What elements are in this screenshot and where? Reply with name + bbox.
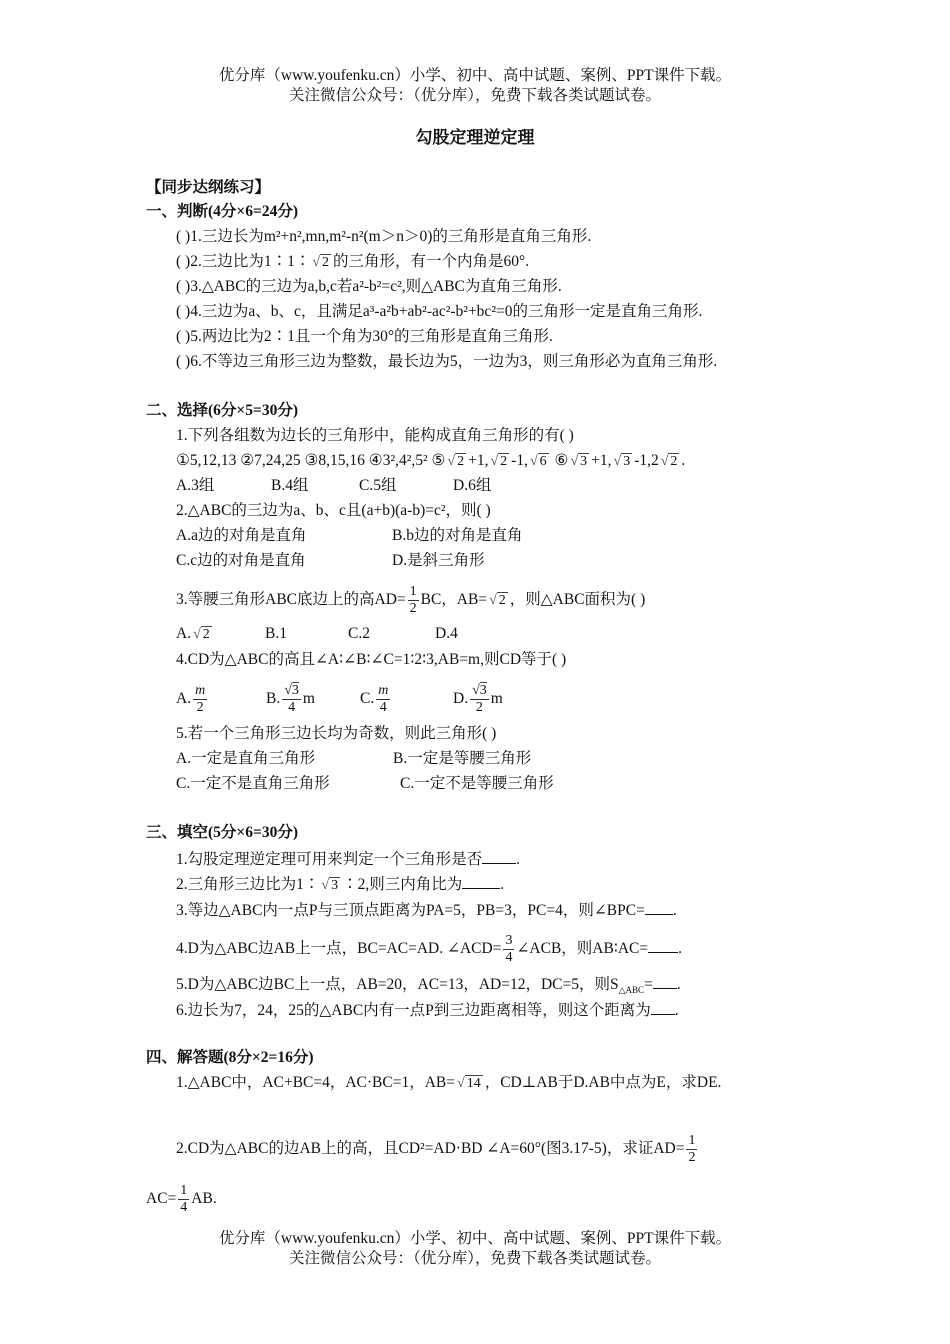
s2-question-2: 2.△ABC的三边为a、b、c且(a+b)(a-b)=c²，则( ) [176, 502, 491, 519]
option-c [360, 683, 453, 716]
s3-question-2 [176, 873, 504, 896]
s2-q3-text: 3.等腰三角形ABC底边上的高AD= [176, 591, 406, 609]
s3-question-1 [176, 848, 520, 870]
option-c: C.c边的对角是直角 [176, 552, 306, 569]
option-d: D.4 [435, 625, 458, 643]
s1-question-2 [176, 252, 529, 273]
s2-question-5: 5.若一个三角形三边长均为奇数，则此三角形( ) [176, 725, 497, 742]
area-subscript: △ABC [618, 985, 645, 996]
s2-q1-text: +1, [591, 452, 612, 470]
denominator: 2 [475, 700, 483, 715]
numerator [470, 683, 489, 700]
denominator: 4 [288, 700, 296, 715]
numerator: 3 [505, 933, 513, 948]
radical-sign: √ [660, 454, 669, 469]
numerator [282, 683, 301, 700]
s3-question-6 [176, 999, 679, 1021]
s1-q2-text-a: ( )2.三边比为1∶1∶ [176, 253, 311, 271]
answer-blank[interactable] [462, 873, 500, 889]
s4-q1-text: 1.△ABC中，AC+BC=4，AC·BC=1，AB= [176, 1074, 455, 1092]
s3-q2-text: ∶2,则三内角比为 [342, 876, 463, 893]
radicand: 3 [580, 454, 588, 469]
fraction-m-over-2 [193, 683, 207, 716]
radical-sign: √ [321, 877, 330, 893]
s4-question-1 [176, 1073, 721, 1094]
numerator: 1 [180, 1183, 188, 1198]
option-d-label: D. [453, 690, 469, 708]
s1-question-1: ( )1.三边长为m²+n²,mn,m²-n²(m＞n＞0)的三角形是直角三角形. [176, 228, 592, 245]
s1-question-4: ( )4.三边为a、b、c，且满足a³-a²b+ab²-ac²-b²+bc²=0的三角形一定是直角三角形. [176, 303, 703, 320]
sqrt-14-symbol [457, 1073, 483, 1094]
s3-q1-text: 1.勾股定理逆定理可用来判定一个三角形是否 [176, 851, 483, 868]
s4-q2-text: AB. [191, 1190, 217, 1208]
radicand: 3 [623, 454, 631, 469]
denominator: 4 [180, 1200, 188, 1215]
s3-question-5 [176, 973, 681, 995]
s2-q4-options [176, 683, 503, 716]
section-4-heading: 四、解答题(8分×2=16分) [146, 1049, 314, 1066]
option-a: A.3组 [176, 477, 215, 494]
s1-question-3: ( )3.△ABC的三边为a,b,c若a²-b²=c²,则△ABC为直角三角形. [176, 278, 562, 295]
s2-q1-text: -1, [511, 452, 528, 470]
sqrt-2-symbol [312, 252, 331, 273]
s4-question-2-continued [146, 1183, 217, 1216]
fraction-three-quarters [503, 933, 514, 966]
option-d: D.是斜三角形 [392, 552, 485, 569]
s3-question-4 [176, 933, 682, 966]
option-d [453, 683, 503, 715]
s3-q4-text: ∠ACB，则AB∶AC= [516, 940, 649, 958]
numerator: 1 [688, 1133, 696, 1148]
option-b: B.一定是等腰三角形 [393, 750, 532, 767]
option-a: A.一定是直角三角形 [176, 750, 316, 767]
denominator: 2 [196, 700, 204, 715]
answer-blank[interactable] [651, 999, 675, 1015]
option-c: C.5组 [359, 477, 397, 494]
s1-q2-text-b: 的三角形，有一个内角是60°. [333, 253, 530, 271]
option-a-label: A. [176, 690, 192, 708]
option-b-label: B. [266, 690, 281, 708]
header-line-1: 优分库（www.youfenku.cn）小学、初中、高中试题、案例、PPT课件下载。 [218, 67, 732, 84]
denominator: 4 [505, 950, 513, 965]
sqrt-3-symbol [321, 875, 340, 896]
radical-sign: √ [312, 255, 321, 270]
practice-heading: 【同步达纲练习】 [146, 179, 271, 196]
section-3-heading: 三、填空(5分×6=30分) [146, 824, 298, 841]
s2-q1-text: ⑥ [554, 452, 569, 470]
radicand: 6 [539, 454, 547, 469]
sqrt-2-symbol [661, 451, 680, 472]
s2-q1-groups-text: ①5,12,13 ②7,24,25 ③8,15,16 ④3²,4²,5² ⑤ [176, 452, 446, 470]
s2-q1-text: +1, [468, 452, 489, 470]
end-dot: . [516, 851, 521, 868]
radical-sign: √ [489, 593, 497, 608]
s2-q1-text: -1,2 [634, 452, 659, 470]
section-1-heading: 一、判断(4分×6=24分) [146, 203, 298, 220]
sqrt-3-symbol [614, 451, 633, 472]
s4-q2-text: 2.CD为△ABC的边AB上的高，且CD²=AD·BD ∠A=60°(图3.17-5)，求证AD= [176, 1140, 685, 1158]
sqrt-2-symbol [489, 590, 508, 611]
s4-q2-text: AC= [146, 1190, 177, 1208]
option-c: C.一定不是直角三角形 [176, 775, 330, 792]
radical-sign: √ [472, 683, 480, 698]
s4-question-2 [176, 1133, 699, 1166]
answer-blank[interactable] [482, 848, 516, 864]
option-b: B.b边的对角是直角 [392, 527, 523, 544]
option-d: C.一定不是等腰三角形 [400, 775, 554, 792]
option-a-label: A. [176, 625, 192, 643]
s2-q3-options [176, 624, 458, 645]
fraction-one-half [686, 1133, 697, 1166]
fraction-sqrt3-over-2 [470, 683, 489, 716]
s4-q1-text: ，CD⊥AB于D.AB中点为E，求DE. [484, 1074, 722, 1092]
option-a [176, 624, 265, 645]
answer-blank[interactable] [648, 937, 678, 953]
option-d: D.6组 [453, 477, 492, 494]
radicand: 2 [457, 454, 465, 469]
s2-q5-options-row-1 [176, 749, 531, 769]
radicand: 3 [291, 683, 299, 698]
radical-sign: √ [529, 454, 538, 469]
radicand: 3 [331, 877, 339, 893]
footer-line-1: 优分库（www.youfenku.cn）小学、初中、高中试题、案例、PPT课件下载。 [218, 1230, 732, 1247]
option-c-label: C. [360, 690, 375, 708]
s2-q2-options-row-1 [176, 526, 522, 546]
s3-q5-text: = [644, 976, 653, 993]
sqrt-2-symbol [193, 624, 212, 645]
fraction-m-over-4 [376, 683, 390, 716]
numerator: m [378, 683, 389, 698]
s1-question-6: ( )6.不等边三角形三边为整数，最长边为5，一边为3，则三角形必为直角三角形. [176, 353, 718, 370]
fraction-one-quarter [178, 1183, 189, 1216]
radicand: 2 [670, 454, 678, 469]
radicand: 3 [479, 683, 487, 698]
end-dot: . [500, 876, 505, 893]
section-2-heading: 二、选择(6分×5=30分) [146, 402, 298, 419]
sqrt-3-symbol [570, 451, 589, 472]
radicand: 2 [500, 454, 508, 469]
radical-sign: √ [490, 454, 499, 469]
end-dot: . [674, 1002, 679, 1019]
answer-blank[interactable] [653, 973, 677, 989]
s2-q1-options [176, 476, 491, 496]
answer-blank[interactable] [645, 899, 673, 915]
end-dot: . [676, 976, 681, 993]
option-b [266, 683, 360, 716]
s3-q2-text: 2.三角形三边比为1∶ [176, 876, 320, 893]
s2-question-3 [176, 584, 645, 617]
radicand: 2 [498, 593, 506, 608]
radicand: 2 [322, 255, 330, 270]
sqrt-2-symbol [490, 451, 509, 472]
radical-sign: √ [284, 683, 292, 698]
radical-sign: √ [447, 454, 456, 469]
page-title: 勾股定理逆定理 [415, 128, 535, 147]
option-a: A.a边的对角是直角 [176, 527, 307, 544]
s2-q2-options-row-2 [176, 551, 485, 571]
s3-question-3 [176, 899, 677, 921]
s3-q6-text: 6.边长为7，24，25的△ABC内有一点P到三边距离相等，则这个距离为 [176, 1002, 651, 1019]
unit-m: m [302, 690, 315, 708]
header-line-2: 关注微信公众号：（优分库），免费下载各类试题试卷。 [288, 87, 661, 104]
s2-q3-text: ，则△ABC面积为( ) [509, 591, 646, 609]
radicand: 2 [202, 627, 210, 642]
radical-sign: √ [613, 454, 622, 469]
radical-sign: √ [570, 454, 579, 469]
unit-m: m [490, 690, 503, 708]
s3-q4-text: 4.D为△ABC边AB上一点，BC=AC=AD. ∠ACD= [176, 940, 502, 958]
radical-sign: √ [457, 1076, 465, 1091]
option-b: B.4组 [271, 477, 309, 494]
end-dot: . [678, 940, 683, 958]
fraction-sqrt3-over-4 [282, 683, 301, 716]
radicand: 14 [466, 1076, 481, 1091]
s3-q3-text: 3.等边△ABC内一点P与三顶点距离为PA=5，PB=3，PC=4，则∠BPC= [176, 902, 645, 919]
s2-q3-text: BC，AB= [420, 591, 488, 609]
sqrt-6-symbol [530, 451, 549, 472]
s2-question-1: 1.下列各组数为边长的三角形中，能构成直角三角形的有( ) [176, 427, 574, 444]
s2-q5-options-row-2 [176, 774, 554, 794]
fraction-one-half [408, 584, 419, 617]
option-a [176, 683, 266, 716]
denominator: 2 [688, 1150, 696, 1165]
s2-q1-groups [176, 451, 685, 472]
footer-line-2: 关注微信公众号：（优分库），免费下载各类试题试卷。 [288, 1250, 661, 1267]
numerator: m [195, 683, 206, 698]
s3-q5-text: 5.D为△ABC边BC上一点，AB=20，AC=13，AD=12，DC=5，则S [176, 976, 619, 993]
s2-q1-text: . [681, 452, 686, 470]
option-b: B.1 [265, 625, 287, 643]
numerator: 1 [409, 584, 417, 599]
denominator: 4 [379, 700, 387, 715]
end-dot: . [672, 902, 677, 919]
s2-question-4: 4.CD为△ABC的高且∠A∶∠B∶∠C=1∶2∶3,AB=m,则CD等于( ) [176, 651, 567, 668]
denominator: 2 [409, 601, 417, 616]
option-c: C.2 [348, 625, 370, 643]
sqrt-2-symbol [447, 451, 466, 472]
radical-sign: √ [193, 627, 201, 642]
s1-question-5: ( )5.两边比为2∶1且一个角为30°的三角形是直角三角形. [176, 328, 553, 345]
